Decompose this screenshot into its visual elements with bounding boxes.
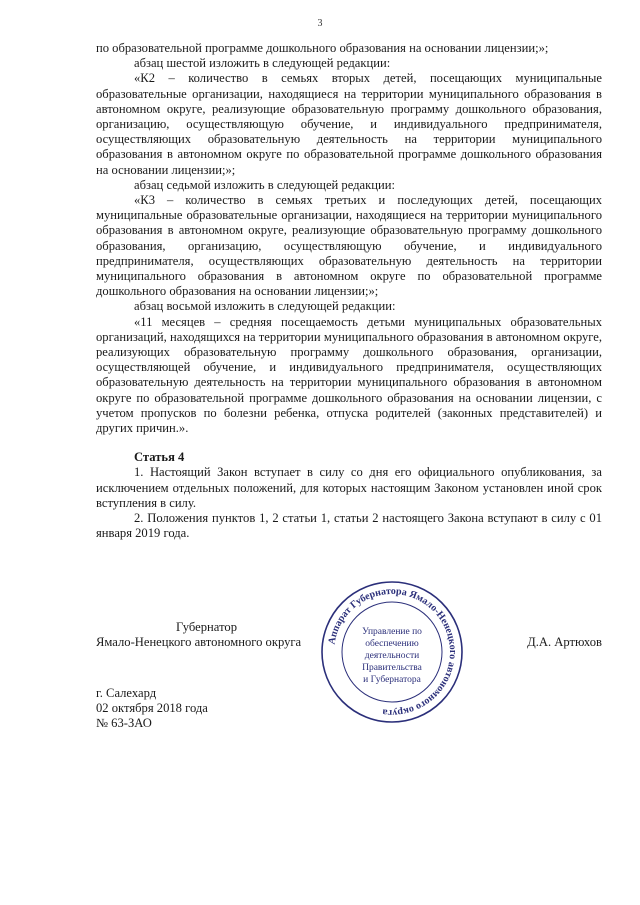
seal-ring-text: Аппарат Губернатора Ямало-Ненецкого автономного округа — [326, 585, 459, 719]
date: 02 октября 2018 года — [96, 701, 208, 716]
official-seal — [318, 578, 466, 726]
article-heading: Статья 4 — [134, 450, 185, 465]
document-meta — [96, 686, 208, 732]
signatory-region: Ямало-Ненецкого автономного округа — [96, 635, 302, 650]
paragraph: абзац седьмой изложить в следующей редакции: — [134, 177, 395, 192]
seal-line: обеспечению — [365, 639, 419, 649]
city: г. Салехард — [96, 686, 157, 700]
article-paragraph: 2. Положения пунктов 1, 2 статьи 1, статьи 2 настоящего Закона вступают в силу с 01 января 2019 года. — [96, 511, 602, 541]
seal-line: Правительства — [362, 663, 422, 673]
paragraph: абзац шестой изложить в следующей редакции: — [134, 56, 391, 71]
paragraph: «К3 – количество в семьях третьих и последующих детей, посещающих муниципальные образовательные организации, находящиеся на территории муниципального образования в автономном округе, реализующие образовательную программу дошкольного образования, организацию, осуществляющую обучение, и индивидуального предпринимателя, осуществляющих образовательную деятельность на территории муниципального образования в автономном округе по образовательной программе дошкольного образования на основании лицензии;»; — [96, 193, 602, 299]
signatory-name: Д.А. Артюхов — [527, 635, 602, 650]
seal-line: Управление по — [362, 627, 422, 637]
paragraph: «К2 – количество в семьях вторых детей, посещающих муниципальные образовательные организации, находящиеся на территории муниципального образования в автономном округе, реализующие образовательную программу дошкольного образования, организацию, осуществляющую обучение, и индивидуального предпринимателя, осуществляющих образовательную деятельность на территории муниципального образования в автономном округе по образовательной программе дошкольного образования на основании лицензии;»; — [96, 71, 602, 177]
amendment-paragraphs — [96, 41, 602, 436]
article-paragraph: 1. Настоящий Закон вступает в силу со дня его официального опубликования, за исключением отдельных положений, для которых настоящим Законом установлен иной срок вступления в силу. — [96, 465, 602, 510]
paragraph: по образовательной программе дошкольного образования на основании лицензии;»; — [96, 41, 549, 55]
page-number: 3 — [317, 18, 323, 29]
signatory-title: Губернатор — [176, 620, 237, 634]
law-number: № 63-ЗАО — [96, 716, 152, 731]
seal-line: и Губернатора — [363, 675, 421, 685]
body-text — [96, 41, 602, 542]
seal-line: деятельности — [364, 651, 420, 661]
paragraph: «11 месяцев – средняя посещаемость детьми муниципальных образовательных организаций, находящихся на территории муниципального образования в автономном округе, реализующих образовательную программу дошкольного образования, организации, осуществляющей обучение, и индивидуального предпринимателя, осуществляющих образовательную деятельность на территории муниципального образования в автономном округе по образовательной программе дошкольного образования на основании лицензии, с учетом пропусков по болезни ребенка, отпуска родителей (законных представителей) и других причин.». — [96, 314, 602, 436]
paragraph: абзац восьмой изложить в следующей редакции: — [134, 299, 396, 314]
